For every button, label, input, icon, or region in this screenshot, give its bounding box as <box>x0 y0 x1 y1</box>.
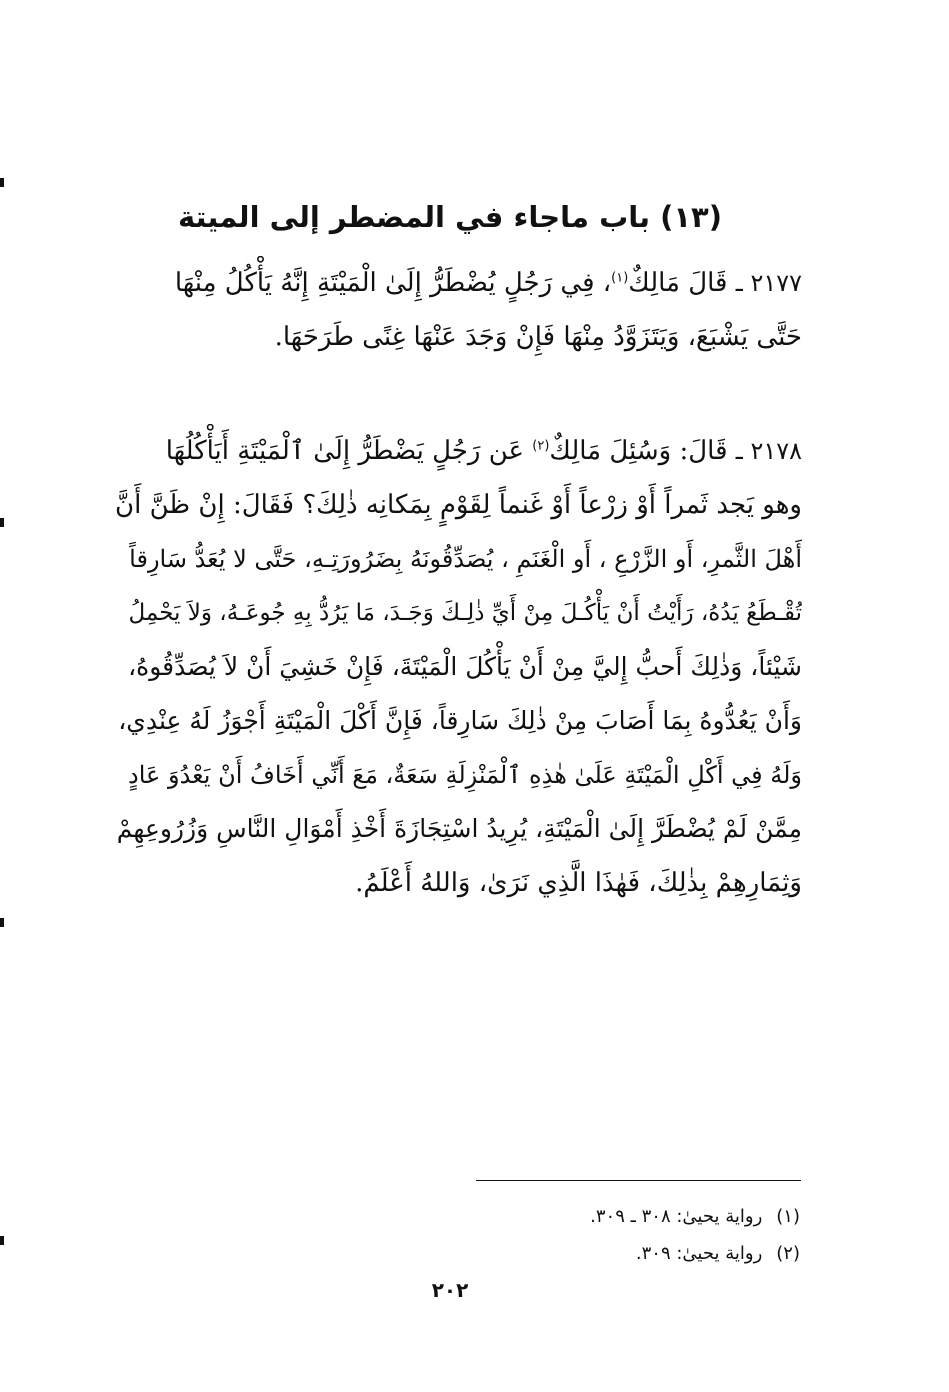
page-number: ٢٠٢ <box>431 1278 469 1302</box>
scan-edge-mark <box>0 918 4 927</box>
text-line: وهو يَجد ثَمراً أَوْ زرْعاً أَوْ غَنماً لِقَوْمٍ بِمَكانِه ذٰلِكَ؟ فَقَالَ: إِنْ ظَنَّ أَنَّ <box>115 490 802 520</box>
text-line: أَهْلَ الثَّمرِ، أَو الزَّرْعِ ، أَو الْغَنَمِ ، يُصَدِّقُونَهُ بِضَرُورَتِـهِ، حَتَّى لا يُعَدُّ سَارِقاً <box>129 545 802 573</box>
text-line <box>104 424 802 478</box>
text-line: مِمَّنْ لَمْ يُضْطَرَّ إِلَىٰ الْمَيْتَةِ، يُرِيدُ اسْتِجَازَةَ أَخْذِ أَمْوَالِ النَّاسِ وَزُرُوعِهِمْ <box>116 814 802 843</box>
footnote-text: رواية يحيىٰ: ٣٠٩. <box>635 1243 763 1264</box>
text-line: تُقْـطَعُ يَدُهُ، رَأَيْتُ أَنْ يَأْكُـلَ مِنْ أَيِّ ذٰلِـكَ وَجَـدَ، مَا يَرُدُّ بِهِ جُوعَـهُ، وَلاَ يَحْمِلُ <box>128 600 802 626</box>
text-line: وَثِمَارِهِمْ بِذٰلِكَ، فَهٰذَا الَّذِي نَرَىٰ، وَاللهُ أَعْلَمُ. <box>355 868 802 898</box>
text-segment: قَالَ: وَسُئِلَ مَالِكٌ <box>549 436 728 466</box>
text-line <box>104 256 802 310</box>
footnote-reference: (١) <box>611 270 629 286</box>
footnote-reference: (٢) <box>532 438 550 454</box>
scan-edge-mark <box>0 518 4 527</box>
hadith-number: ٢١٧٧ ـ <box>735 269 802 297</box>
scan-edge-mark <box>0 1236 4 1245</box>
text-line: وَأَنْ يَعُدُّوهُ بِمَا أَصَابَ مِنْ ذٰلِكَ سَارِقاً، فَإِنَّ أَكْلَ الْمَيْتَةِ أَجْوَزُ لَهُ عِنْدِي، <box>118 706 802 735</box>
text-segment: قَالَ مَالِكٌ <box>628 268 728 298</box>
footnote-1 <box>300 1198 800 1235</box>
footnote-marker: (١) <box>776 1206 800 1227</box>
text-segment: ، فِي رَجُلٍ يُضْطَرُّ إِلَىٰ الْمَيْتَةِ إِنَّهُ يَأْكُلُ مِنْهَا <box>174 268 612 298</box>
hadith-2177 <box>104 256 802 364</box>
footnote-separator <box>476 1180 801 1181</box>
hadith-number: ٢١٧٨ ـ <box>735 437 802 465</box>
footnotes <box>300 1198 800 1272</box>
text-line: وَلَهُ فِي أَكْلِ الْمَيْتَةِ عَلَىٰ هٰذِهِ ٱلْمَنْزِلَةِ سَعَةٌ، مَعَ أَنِّي أَخَافُ أَنْ يَعْدُوَ عَادٍ <box>128 761 802 789</box>
footnote-text: رواية يحيىٰ: ٣٠٨ ـ ٣٠٩. <box>590 1206 763 1227</box>
footnote-marker: (٢) <box>776 1243 800 1264</box>
text-line: حَتَّى يَشْبَعَ، وَيَتَزَوَّدُ مِنْهَا فَإِنْ وَجَدَ عَنْهَا غِنًى طَرَحَهَا. <box>274 322 802 352</box>
footnote-2 <box>300 1235 800 1272</box>
hadith-2178 <box>104 424 802 910</box>
chapter-heading: (١٣) باب ماجاء في المضطر إلى الميتة <box>177 200 723 234</box>
scan-edge-mark <box>0 178 4 187</box>
text-line: شَيْئاً، وَذٰلِكَ أَحبُّ إِليَّ مِنْ أَنْ يَأْكُلَ الْمَيْتَةَ، فَإِنْ خَشِيَ أَنْ لاَ يُصَدِّقُوهُ، <box>128 652 802 681</box>
text-segment: عَن رَجُلٍ يَضْطَرُّ إِلَىٰ ٱلْمَيْتَةِ أَيَأْكُلُهَا <box>165 436 533 466</box>
